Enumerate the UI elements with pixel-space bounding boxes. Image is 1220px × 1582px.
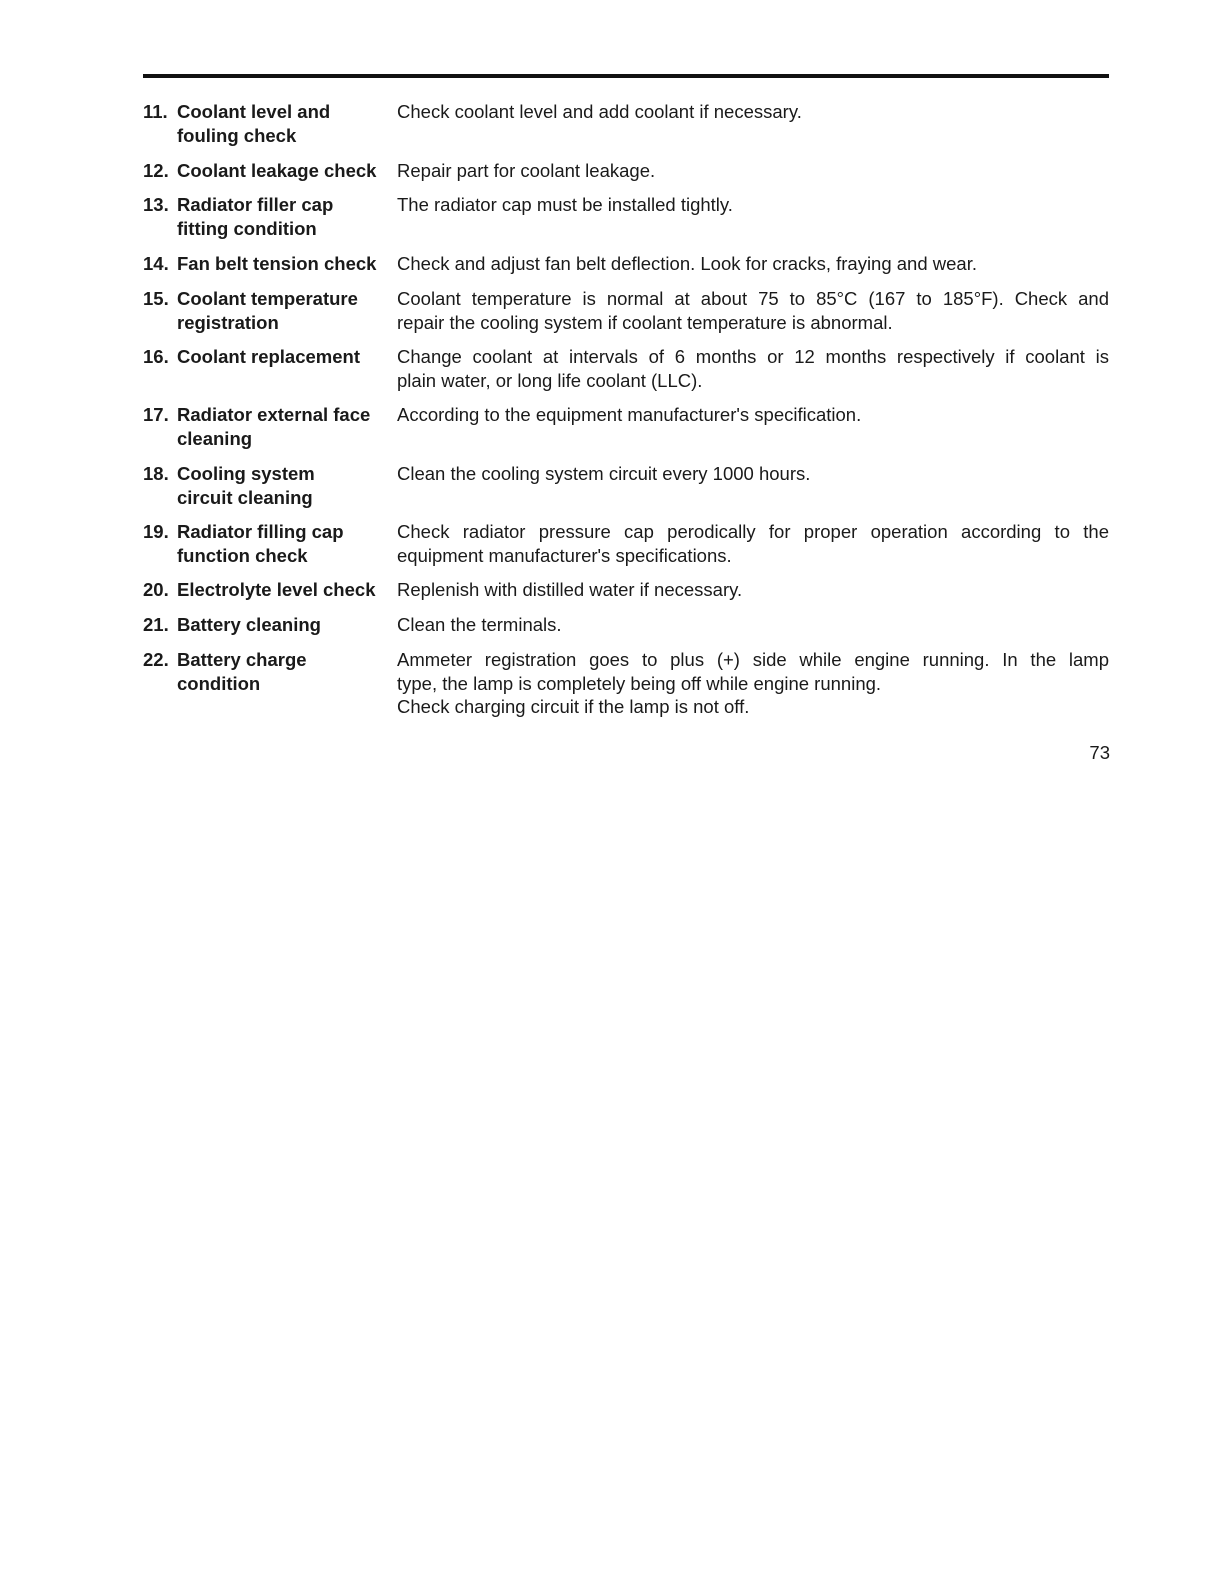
item-description xyxy=(397,287,1109,334)
item-number: 16. xyxy=(143,346,169,367)
item-description xyxy=(397,345,1109,392)
item-label: Fan belt tension check xyxy=(177,253,377,274)
description-line: Clean the terminals. xyxy=(397,614,562,635)
item-number: 18. xyxy=(143,463,169,484)
description-line: Check radiator pressure cap perodically for proper operation according to the xyxy=(397,521,1109,542)
description-line: repair the cooling system if coolant temperature is abnormal. xyxy=(397,311,893,333)
item-description xyxy=(397,613,1109,637)
item-number: 20. xyxy=(143,579,169,600)
item-number: 19. xyxy=(143,521,169,542)
item-label: Coolant leakage check xyxy=(177,160,377,181)
item-description xyxy=(397,159,1109,183)
item-description xyxy=(397,403,1109,427)
description-line: plain water, or long life coolant (LLC). xyxy=(397,369,703,391)
description-line: Change coolant at intervals of 6 months or 12 months respectively if coolant is xyxy=(397,346,1109,367)
item-description xyxy=(397,520,1109,567)
item-number: 13. xyxy=(143,194,169,215)
item-label: Coolant temperature registration xyxy=(177,288,358,333)
description-line: Ammeter registration goes to plus (+) side while engine running. In the lamp xyxy=(397,649,1109,670)
page-number: 73 xyxy=(1089,742,1110,763)
item-label: Coolant level and fouling check xyxy=(177,101,331,146)
item-label: Radiator filler cap fitting condition xyxy=(177,194,334,239)
item-label: Battery charge condition xyxy=(177,649,307,694)
description-line: Check coolant level and add coolant if necessary. xyxy=(397,101,802,122)
description-line: Check and adjust fan belt deflection. Look for cracks, fraying and wear. xyxy=(397,253,977,274)
item-number: 22. xyxy=(143,649,169,670)
description-line: Check charging circuit if the lamp is not off. xyxy=(397,696,750,717)
item-label: Battery cleaning xyxy=(177,614,321,635)
item-label: Cooling system circuit cleaning xyxy=(177,463,315,508)
item-description xyxy=(397,252,1109,276)
item-label: Coolant replacement xyxy=(177,346,360,367)
item-description xyxy=(397,648,1109,719)
item-label: Electrolyte level check xyxy=(177,579,376,600)
description-line: According to the equipment manufacturer's specification. xyxy=(397,404,862,425)
description-line: The radiator cap must be installed tightly. xyxy=(397,194,733,215)
item-description xyxy=(397,578,1109,602)
description-line: Coolant temperature is normal at about 75 to 85°C (167 to 185°F). Check and xyxy=(397,288,1109,309)
item-number: 12. xyxy=(143,160,169,181)
description-line: type, the lamp is completely being off while engine running. xyxy=(397,672,882,694)
item-number: 14. xyxy=(143,253,169,274)
item-number: 21. xyxy=(143,614,169,635)
item-description xyxy=(397,100,1109,124)
description-line: Clean the cooling system circuit every 1000 hours. xyxy=(397,463,811,484)
item-number: 15. xyxy=(143,288,169,309)
top-rule xyxy=(143,74,1109,78)
item-label: Radiator external face cleaning xyxy=(177,404,371,449)
item-number: 17. xyxy=(143,404,169,425)
description-line: Replenish with distilled water if necessary. xyxy=(397,579,743,600)
item-label: Radiator filling cap function check xyxy=(177,521,344,566)
description-line: equipment manufacturer's specifications. xyxy=(397,544,732,566)
description-line: Repair part for coolant leakage. xyxy=(397,160,656,181)
item-description xyxy=(397,462,1109,486)
item-description xyxy=(397,193,1109,217)
item-number: 11. xyxy=(143,101,168,122)
